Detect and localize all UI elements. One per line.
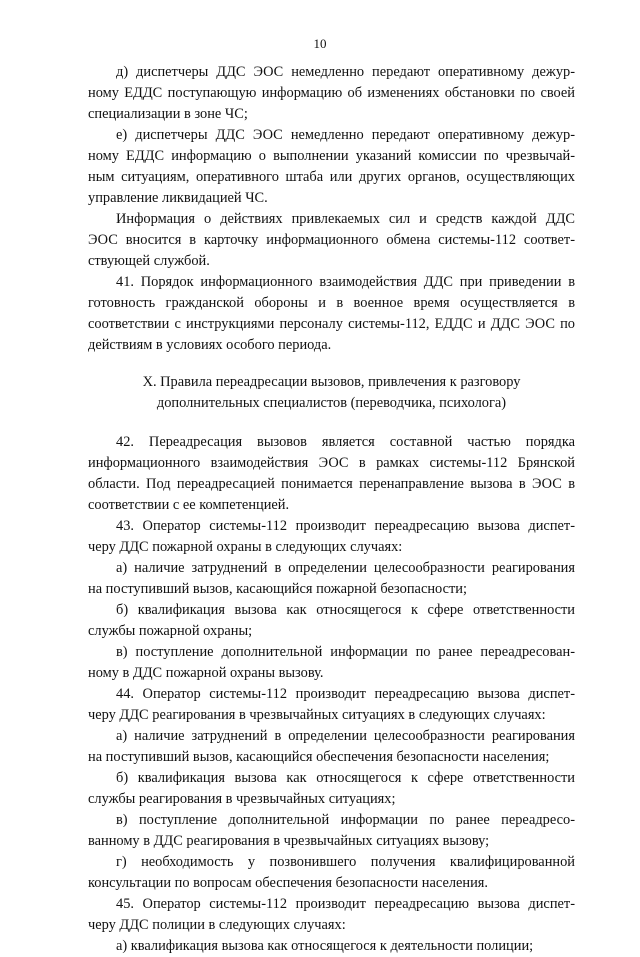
text-line: соответствии с ее компетенцией. [88, 497, 290, 513]
text-line: службы реагирования в чрезвычайных ситуациях; [88, 791, 396, 807]
text-line: черу ДДС реагирования в чрезвычайных ситуациях в следующих случаях: [88, 707, 546, 723]
text-line: управление ликвидацией ЧС. [88, 190, 268, 206]
text-line: консультации по вопросам обеспечения безопасности населения. [88, 875, 489, 891]
text-line: а) наличие затруднений в определении целесообразности реагирования [116, 560, 575, 576]
text-line: Информация о действиях привлекаемых сил и средств каждой ДДС [116, 211, 575, 227]
section-heading [88, 372, 575, 414]
text-line: черу ДДС пожарной охраны в следующих случаях: [88, 539, 403, 555]
text-line: действиям в условиях особого периода. [88, 337, 332, 353]
text-line: ным ситуациям, оперативного штаба или других органов, осуществляющих [88, 169, 575, 185]
text-line: ствующей службой. [88, 253, 210, 269]
section-heading-line: дополнительных специалистов (переводчика, психолога) [156, 395, 507, 411]
text-line: на поступивший вызов, касающийся обеспечения безопасности населения; [88, 749, 550, 765]
text-line: б) квалификация вызова как относящегося к сфере ответственности [116, 602, 575, 618]
text-line: 42. Переадресация вызовов является составной частью порядка [116, 434, 575, 450]
text-line: на поступивший вызов, касающийся пожарной безопасности; [88, 581, 467, 597]
paragraphs-block-2 [88, 432, 575, 957]
text-line: 41. Порядок информационного взаимодействия ДДС при приведении в [116, 274, 575, 290]
text-line: ванному в ДДС реагирования в чрезвычайных ситуациях вызову; [88, 833, 490, 849]
text-line: г) необходимость у позвонившего получения квалифицированной [116, 854, 575, 870]
page-number: 10 [313, 36, 327, 51]
text-line: специализации в зоне ЧС; [88, 106, 248, 122]
text-line: б) квалификация вызова как относящегося к сфере ответственности [116, 770, 575, 786]
text-line: 43. Оператор системы-112 производит переадресацию вызова диспет- [116, 518, 575, 534]
text-line: ному в ДДС пожарной охраны вызову. [88, 665, 324, 681]
text-line: е) диспетчеры ДДС ЭОС немедленно передают оперативному дежур- [116, 127, 575, 143]
text-line: а) наличие затруднений в определении целесообразности реагирования [116, 728, 575, 744]
text-line: черу ДДС полиции в следующих случаях: [88, 917, 346, 933]
text-line: готовность гражданской обороны и в военное время осуществляется в [88, 295, 575, 311]
text-line: в) поступление дополнительной информации по ранее переадресован- [116, 644, 575, 660]
text-line: ному ЕДДС информацию о выполнении указаний комиссии по чрезвычай- [88, 148, 575, 164]
text-line: 45. Оператор системы-112 производит переадресацию вызова диспет- [116, 896, 575, 912]
text-line: д) диспетчеры ДДС ЭОС немедленно передают оперативному дежур- [116, 64, 575, 80]
text-line: ному ЕДДС поступающую информацию об изменениях обстановки по своей [88, 85, 575, 101]
text-line: области. Под переадресацией понимается перенаправление вызова в ЭОС в [88, 476, 575, 492]
text-line: информационного взаимодействия ЭОС в рамках системы-112 Брянской [88, 455, 575, 471]
text-line: 44. Оператор системы-112 производит переадресацию вызова диспет- [116, 686, 575, 702]
document-body [88, 62, 575, 957]
text-line: ЭОС вносится в карточку информационного обмена системы-112 соответ- [88, 232, 575, 248]
text-line: а) квалификация вызова как относящегося к деятельности полиции; [116, 938, 534, 954]
text-line: службы пожарной охраны; [88, 623, 253, 639]
text-line: в) поступление дополнительной информации по ранее переадресо- [116, 812, 575, 828]
text-line: соответствии с инструкциями персоналу системы-112, ЕДДС и ДДС ЭОС по [88, 316, 575, 332]
section-heading-line: X. Правила переадресации вызовов, привлечения к разговору [142, 374, 521, 390]
paragraphs-block-1 [88, 62, 575, 356]
